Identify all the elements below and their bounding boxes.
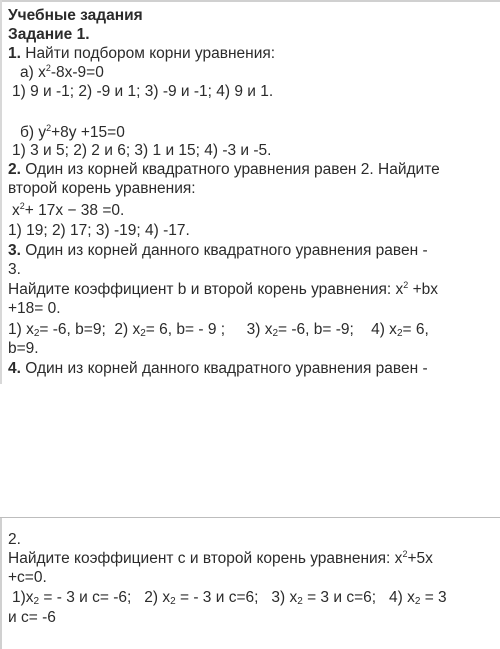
task-3-option-4-var: 4) x (371, 321, 397, 338)
task-4-option-4-value: = 3 (420, 589, 447, 606)
task-3-statement-line-1 (8, 242, 428, 260)
task-4-options-continued: и c= -6 (8, 609, 56, 626)
task-2-equation (12, 202, 124, 220)
task-3-option-1-var: 1) x (8, 321, 34, 338)
page-border-left-bottom (0, 518, 2, 649)
task-1b-label: б) y (20, 124, 47, 141)
task-3-text-line-3: Найдите коэффициент b и второй корень уравнения: x (8, 281, 404, 298)
task-3-text-line-1: Один из корней данного квадратного уравнения равен - (20, 242, 428, 259)
task-3-option-3-value: = -6, b= -9; (278, 321, 354, 338)
page-border-left (0, 0, 2, 384)
task-2-exponent: 2 (19, 201, 25, 211)
task-3-exponent: 2 (403, 280, 409, 290)
task-1a-equation (20, 64, 104, 82)
task-3-option-1 (8, 321, 106, 338)
task-3-options (8, 321, 429, 339)
task-4-continued-line-2 (8, 550, 433, 568)
task-4-option-1 (12, 589, 131, 606)
task-4-text-line-2: Найдите коэффициент c и второй корень уравнения: x (8, 550, 403, 567)
task-3-option-2-subscript: 2 (140, 328, 146, 339)
task-4-option-3-subscript: 2 (297, 596, 303, 607)
task-2-equation-var: x (12, 202, 20, 219)
task-2-statement-line-2: второй корень уравнения: (8, 180, 196, 197)
task-3-option-4 (371, 321, 429, 338)
page-section-bottom (0, 518, 500, 649)
assignment-heading: Задание 1. (8, 26, 90, 43)
task-4-option-4-subscript: 2 (414, 596, 421, 607)
task-4-option-2 (144, 589, 258, 606)
task-3-option-2 (114, 321, 225, 338)
task-4-option-4 (389, 589, 447, 606)
task-3-options-continued: b=9. (8, 340, 39, 357)
task-1-text: Найти подбором корни уравнения: (20, 45, 276, 62)
task-1b-exponent: 2 (46, 123, 52, 133)
task-1a-exponent: 2 (45, 63, 51, 73)
task-2-statement-line-1 (8, 161, 440, 179)
task-4-option-1-subscript: 2 (33, 596, 40, 607)
task-4-text-line-1: Один из корней данного квадратного уравнения равен - (20, 360, 428, 377)
task-3-statement-line-4: +18= 0. (8, 300, 61, 317)
page-border-top (0, 0, 500, 2)
task-4-text-line-2-post: +5x (407, 550, 433, 567)
task-1a-equation-rest: -8x-9=0 (50, 64, 104, 81)
task-4-option-3-value: = 3 и c=6; (302, 589, 377, 606)
task-3-statement-line-3 (8, 281, 438, 299)
task-3-option-4-value: = 6, (402, 321, 429, 338)
task-3-option-4-subscript: 2 (396, 328, 403, 339)
task-4-option-2-value: = - 3 и c=6; (175, 589, 259, 606)
task-1a-label: а) x (20, 64, 46, 81)
task-4-option-3-var: 3) x (271, 589, 298, 606)
task-3-number: 3. (8, 242, 21, 259)
task-3-option-3 (247, 321, 354, 338)
task-4-continued-line-1: 2. (8, 531, 21, 548)
task-4-statement-line-1 (8, 360, 428, 378)
task-4-option-3 (271, 589, 376, 606)
task-3-statement-line-2: 3. (8, 261, 21, 278)
page-title: Учебные задания (8, 7, 143, 24)
task-4-exponent: 2 (402, 549, 408, 559)
task-3-option-2-var: 2) x (114, 321, 141, 338)
task-1b-options: 1) 3 и 5; 2) 2 и 6; 3) 1 и 15; 4) -3 и -5. (12, 142, 272, 159)
task-1-number: 1. (8, 45, 21, 62)
task-1b-equation (20, 124, 125, 142)
task-3-option-2-value: = 6, b= - 9 ; (145, 321, 226, 338)
task-3-text-line-3-post: +bx (408, 281, 439, 298)
task-2-number: 2. (8, 161, 21, 178)
task-3-option-1-subscript: 2 (33, 328, 40, 339)
task-4-continued-line-3: +c=0. (8, 569, 47, 586)
task-1b-equation-rest: +8y +15=0 (51, 124, 125, 141)
task-2-equation-rest: + 17x − 38 =0. (24, 202, 125, 219)
task-4-option-1-value: = - 3 и c= -6; (39, 589, 132, 606)
task-4-option-1-var: 1)x (12, 589, 34, 606)
task-1-statement (8, 45, 275, 63)
task-2-text-line-1: Один из корней квадратного уравнения равен 2. Найдите (20, 161, 440, 178)
task-4-option-2-var: 2) x (144, 589, 171, 606)
task-4-option-2-subscript: 2 (170, 596, 176, 607)
task-3-option-3-var: 3) x (246, 321, 273, 338)
task-3-option-3-subscript: 2 (272, 328, 279, 339)
task-2-options: 1) 19; 2) 17; 3) -19; 4) -17. (8, 222, 190, 239)
task-3-option-1-value: = -6, b=9; (39, 321, 106, 338)
task-4-option-4-var: 4) x (388, 589, 415, 606)
task-4-options (12, 589, 447, 607)
task-1a-options: 1) 9 и -1; 2) -9 и 1; 3) -9 и -1; 4) 9 и 1. (12, 83, 274, 100)
task-4-number: 4. (8, 360, 21, 377)
